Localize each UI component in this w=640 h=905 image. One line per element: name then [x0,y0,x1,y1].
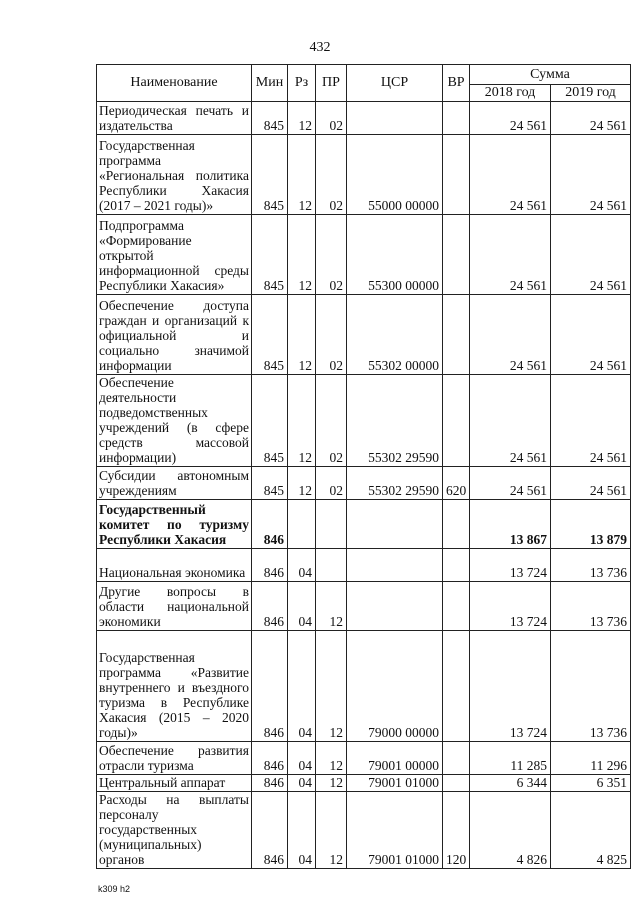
cell-rz: 04 [288,742,316,775]
cell-y2018: 4 826 [470,792,551,869]
cell-name: Подпрограмма «Формирование открытой информационной среды Республики Хакасия» [97,215,252,295]
cell-y2019: 13 736 [551,582,631,631]
cell-y2019: 24 561 [551,102,631,135]
table-row [97,215,631,295]
cell-name: Государственная программа «Региональная политика Республики Хакасия (2017 – 2021 годы)» [97,135,252,215]
cell-pr: 02 [316,102,347,135]
cell-rz: 12 [288,467,316,500]
header-pr: ПР [316,65,347,102]
cell-name: Другие вопросы в области национальной экономики [97,582,252,631]
cell-name: Обеспечение развития отрасли туризма [97,742,252,775]
cell-pr: 02 [316,375,347,467]
cell-vr [443,775,470,792]
cell-rz: 12 [288,295,316,375]
table-row [97,742,631,775]
cell-min: 845 [252,295,288,375]
cell-rz: 12 [288,375,316,467]
cell-rz: 12 [288,215,316,295]
cell-y2018: 13 867 [470,500,551,549]
cell-y2019: 4 825 [551,792,631,869]
cell-min: 845 [252,215,288,295]
cell-csr: 79000 00000 [347,631,443,742]
footer-code: k309 h2 [98,884,131,894]
cell-name: Обеспечение деятельности подведомственных учреждений (в сфере средств массовой информации) [97,375,252,467]
cell-y2018: 24 561 [470,375,551,467]
cell-pr: 12 [316,742,347,775]
cell-csr: 79001 00000 [347,742,443,775]
cell-csr: 55000 00000 [347,135,443,215]
header-csr: ЦСР [347,65,443,102]
cell-rz [288,500,316,549]
cell-min: 846 [252,500,288,549]
cell-csr: 55302 29590 [347,375,443,467]
cell-min: 846 [252,549,288,582]
table-row [97,295,631,375]
table-row [97,631,631,742]
cell-y2019: 24 561 [551,135,631,215]
header-sum: Сумма [470,65,631,85]
cell-vr [443,295,470,375]
header-min: Мин [252,65,288,102]
cell-y2019: 24 561 [551,295,631,375]
table-row [97,375,631,467]
cell-y2019: 13 879 [551,500,631,549]
cell-vr [443,135,470,215]
cell-csr: 79001 01000 [347,775,443,792]
cell-vr [443,375,470,467]
cell-y2018: 13 724 [470,549,551,582]
cell-y2018: 24 561 [470,102,551,135]
cell-pr: 12 [316,775,347,792]
cell-y2019: 6 351 [551,775,631,792]
table-row [97,467,631,500]
cell-csr [347,102,443,135]
table-row [97,102,631,135]
header-name: Наименование [97,65,252,102]
cell-y2019: 13 736 [551,631,631,742]
cell-csr [347,582,443,631]
cell-pr: 02 [316,467,347,500]
cell-vr [443,500,470,549]
cell-y2018: 24 561 [470,295,551,375]
cell-y2018: 24 561 [470,467,551,500]
budget-table [96,64,631,869]
cell-min: 846 [252,775,288,792]
cell-min: 845 [252,102,288,135]
cell-rz: 04 [288,582,316,631]
cell-csr: 79001 01000 [347,792,443,869]
header-2019: 2019 год [551,85,631,102]
cell-csr: 55300 00000 [347,215,443,295]
cell-min: 846 [252,742,288,775]
cell-pr [316,549,347,582]
cell-pr: 12 [316,792,347,869]
cell-pr: 02 [316,215,347,295]
cell-min: 845 [252,375,288,467]
cell-pr: 12 [316,582,347,631]
cell-vr [443,742,470,775]
table-row [97,549,631,582]
table-row [97,135,631,215]
cell-name: Субсидии автономным учреждениям [97,467,252,500]
table-row [97,775,631,792]
cell-csr: 55302 29590 [347,467,443,500]
cell-y2018: 24 561 [470,135,551,215]
cell-min: 846 [252,792,288,869]
cell-rz: 04 [288,775,316,792]
cell-vr [443,549,470,582]
cell-name: Государственная программа «Развитие внутреннего и въездного туризма в Республике Хакасия (2015 – 2020 годы)» [97,631,252,742]
cell-rz: 04 [288,792,316,869]
cell-y2018: 24 561 [470,215,551,295]
cell-y2018: 13 724 [470,582,551,631]
cell-min: 845 [252,135,288,215]
cell-y2019: 24 561 [551,215,631,295]
cell-name: Государственный комитет по туризму Республики Хакасия [97,500,252,549]
cell-name: Обеспечение доступа граждан и организаций к официальной и социально значимой информации [97,295,252,375]
header-rz: Рз [288,65,316,102]
cell-y2018: 11 285 [470,742,551,775]
cell-pr: 12 [316,631,347,742]
cell-csr [347,549,443,582]
cell-y2018: 6 344 [470,775,551,792]
cell-y2019: 11 296 [551,742,631,775]
cell-min: 846 [252,631,288,742]
cell-pr: 02 [316,295,347,375]
cell-rz: 04 [288,549,316,582]
table-row [97,582,631,631]
cell-vr: 620 [443,467,470,500]
page-number: 432 [309,40,331,55]
cell-y2019: 13 736 [551,549,631,582]
cell-vr [443,215,470,295]
cell-y2019: 24 561 [551,467,631,500]
cell-y2018: 13 724 [470,631,551,742]
table-body [97,102,631,869]
cell-csr: 55302 00000 [347,295,443,375]
table-row [97,792,631,869]
cell-min: 846 [252,582,288,631]
cell-pr [316,500,347,549]
cell-vr [443,631,470,742]
cell-name: Периодическая печать и издательства [97,102,252,135]
cell-rz: 12 [288,135,316,215]
cell-y2019: 24 561 [551,375,631,467]
cell-vr [443,102,470,135]
cell-min: 845 [252,467,288,500]
header-2018: 2018 год [470,85,551,102]
header-vr: ВР [443,65,470,102]
cell-csr [347,500,443,549]
table-row [97,500,631,549]
cell-name: Центральный аппарат [97,775,252,792]
cell-pr: 02 [316,135,347,215]
cell-rz: 04 [288,631,316,742]
cell-vr [443,582,470,631]
cell-rz: 12 [288,102,316,135]
cell-name: Расходы на выплаты персоналу государственных (муниципальных) органов [97,792,252,869]
cell-name: Национальная экономика [97,549,252,582]
cell-vr: 120 [443,792,470,869]
